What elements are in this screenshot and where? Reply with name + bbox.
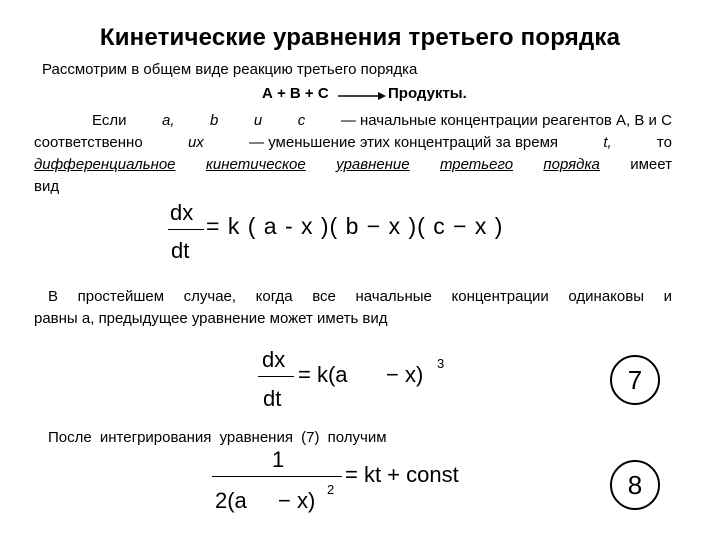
para2-line2: равны a, предыдущее уравнение может иметь вид	[34, 310, 388, 327]
eq3-denominator-tail: − x)	[278, 488, 316, 513]
var-t: t,	[603, 134, 612, 151]
para1-line4: вид	[34, 178, 60, 195]
eq3-exponent: 2	[327, 482, 335, 497]
var-c: c	[297, 112, 306, 129]
word-kinetic: кинетическое	[205, 156, 306, 173]
var-ux: их	[187, 134, 204, 151]
eq2-rhs-tail: − x)	[386, 362, 424, 387]
para1-line1	[92, 111, 672, 131]
eq3-numerator: 1	[272, 447, 285, 472]
para1-line3	[34, 155, 672, 175]
eq1-numerator: dx	[170, 200, 194, 225]
word-and: и	[253, 112, 263, 129]
eq2-denominator: dt	[263, 386, 282, 411]
eq1-denominator: dt	[171, 238, 190, 263]
var-a: a,	[162, 112, 175, 129]
intro-text: Рассмотрим в общем виде реакцию третьего порядка	[42, 61, 418, 78]
eq2-fraction-bar	[258, 376, 294, 377]
eq1-rhs: = k ( a - x )( b − x )( c − x )	[206, 213, 504, 239]
para1-then: то	[656, 134, 672, 151]
eq2-rhs: = k(a	[298, 362, 348, 387]
eq3-denominator: 2(a	[215, 488, 247, 513]
reaction-arrow	[338, 92, 388, 102]
reaction-reactants: А + В + С	[262, 85, 329, 102]
eq1-fraction-bar	[168, 229, 204, 230]
var-b: b	[210, 112, 219, 129]
eq2-exponent: 3	[437, 356, 445, 371]
word-equation: уравнение	[336, 156, 410, 173]
para2-line1: В простейшем случае, когда все начальные концентрации одинаковы и	[48, 288, 672, 305]
para1-line2	[34, 133, 672, 153]
page-title: Кинетические уравнения третьего порядка	[99, 24, 621, 51]
equation-label-8: 8	[610, 460, 660, 510]
word-has: имеет	[630, 156, 672, 173]
para1-respectively: соответственно	[34, 134, 143, 151]
equation-label-7: 7	[610, 355, 660, 405]
reaction-products: Продукты.	[388, 85, 467, 102]
eq2-numerator: dx	[262, 347, 286, 372]
para1-line2-mid: — уменьшение этих концентраций за время	[249, 134, 559, 151]
para3-text: После интегрирования уравнения (7) получим	[48, 429, 387, 446]
eq3-rhs: = kt + const	[345, 462, 459, 487]
eq3-fraction-bar	[212, 476, 342, 477]
word-third: третьего	[439, 156, 514, 173]
word-differential: дифференциальное	[34, 156, 176, 173]
para1-if: Если	[92, 112, 127, 129]
para1-line1-rest: — начальные концентрации реагентов А, В и С	[340, 112, 672, 129]
word-order: порядка	[543, 156, 600, 173]
